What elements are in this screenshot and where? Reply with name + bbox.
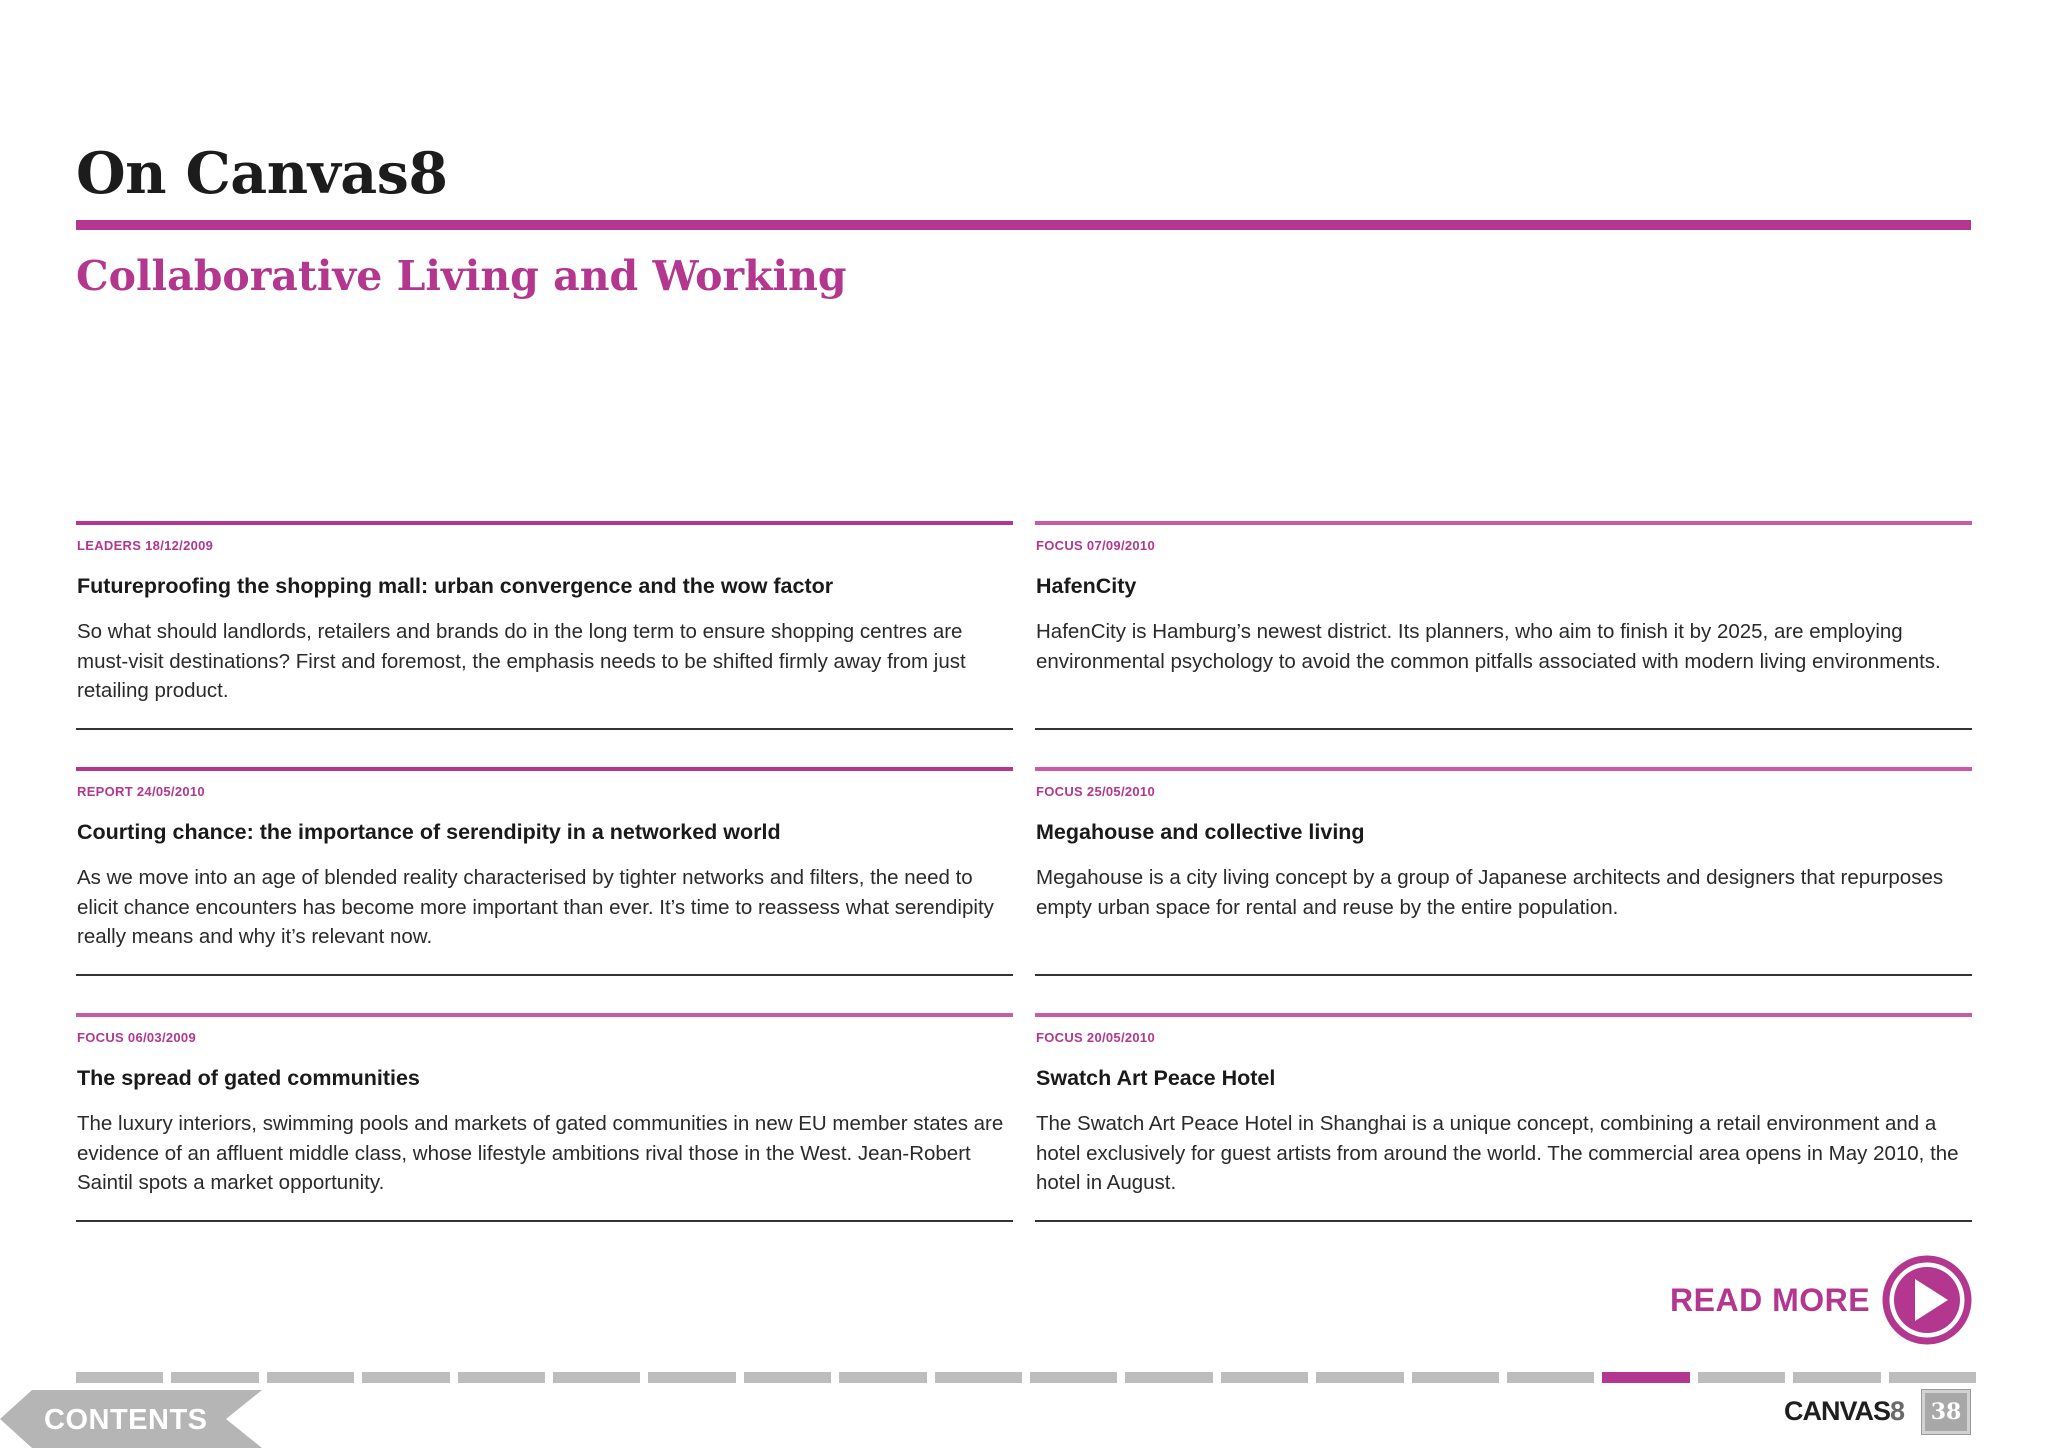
progress-segment[interactable]	[76, 1372, 163, 1383]
article-top-rule	[1035, 521, 1972, 525]
article-top-rule	[76, 1013, 1013, 1017]
article-bottom-rule	[1035, 1220, 1972, 1222]
progress-segment[interactable]	[1507, 1372, 1594, 1383]
section-subtitle: Collaborative Living and Working	[76, 252, 847, 300]
article-summary: HafenCity is Hamburg’s newest district. Its planners, who aim to finish it by 2025, are employing environmental psychology to avoid the common pitfalls associated with modern living environments.	[1036, 620, 1941, 673]
article-tag: REPORT 24/05/2010	[77, 784, 205, 799]
read-more-button[interactable]	[1660, 1255, 1972, 1347]
article-headline[interactable]: HafenCity	[1036, 574, 1137, 598]
progress-segment[interactable]	[553, 1372, 640, 1383]
article-summary: Megahouse is a city living concept by a group of Japanese architects and designers that repurposes empty urban space for rental and reuse by the entire population.	[1036, 866, 1944, 919]
article-card[interactable]	[76, 521, 1013, 729]
progress-segment[interactable]	[1889, 1372, 1976, 1383]
article-tag: FOCUS 06/03/2009	[77, 1030, 196, 1045]
page-progress-bar	[76, 1372, 1976, 1383]
progress-segment[interactable]	[1793, 1372, 1880, 1383]
article-headline[interactable]: Swatch Art Peace Hotel	[1036, 1066, 1276, 1090]
progress-segment[interactable]	[1030, 1372, 1117, 1383]
article-tag: FOCUS 25/05/2010	[1036, 784, 1155, 799]
article-summary: The Swatch Art Peace Hotel in Shanghai is a unique concept, combining a retail environment and a hotel exclusively for guest artists from around the world. The commercial area opens in May 2010, the hotel in August.	[1036, 1112, 1959, 1194]
article-bottom-rule	[1035, 728, 1972, 730]
article-headline[interactable]: Megahouse and collective living	[1036, 820, 1365, 844]
progress-segment[interactable]	[1412, 1372, 1499, 1383]
brand-suffix: 8	[1890, 1396, 1905, 1426]
brand-main: CANVAS	[1784, 1396, 1891, 1426]
article-tag: FOCUS 07/09/2010	[1036, 538, 1155, 553]
article-top-rule	[1035, 767, 1972, 771]
progress-segment[interactable]	[171, 1372, 258, 1383]
article-bottom-rule	[76, 974, 1013, 976]
article-card[interactable]	[1035, 521, 1972, 729]
article-top-rule	[1035, 1013, 1972, 1017]
progress-segment[interactable]	[1125, 1372, 1212, 1383]
article-summary: The luxury interiors, swimming pools and markets of gated communities in new EU member states are evidence of an affluent middle class, whose lifestyle ambitions rival those in the West. Jean-Robert Saintil spots a market opportunity.	[77, 1112, 1004, 1194]
read-more-label: READ MORE	[1670, 1282, 1871, 1318]
progress-segment[interactable]	[648, 1372, 735, 1383]
article-bottom-rule	[76, 1220, 1013, 1222]
progress-segment[interactable]	[1221, 1372, 1308, 1383]
article-top-rule	[76, 521, 1013, 525]
title-divider	[76, 220, 1971, 230]
progress-segment[interactable]	[1316, 1372, 1403, 1383]
article-top-rule	[76, 767, 1013, 771]
article-card[interactable]	[76, 1013, 1013, 1221]
article-tag: LEADERS 18/12/2009	[77, 538, 214, 553]
page-number: 38	[1922, 1390, 1970, 1434]
progress-segment[interactable]	[839, 1372, 926, 1383]
article-card[interactable]	[1035, 767, 1972, 975]
article-tag: FOCUS 20/05/2010	[1036, 1030, 1155, 1045]
article-bottom-rule	[76, 728, 1013, 730]
article-summary: As we move into an age of blended reality characterised by tighter networks and filters, the need to elicit chance encounters has become more important than ever. It’s time to reassess what serendipity really means and why it’s relevant now.	[77, 866, 994, 948]
article-card[interactable]	[1035, 1013, 1972, 1221]
progress-segment[interactable]	[1602, 1372, 1689, 1383]
brand-logo	[1784, 1396, 1904, 1427]
article-headline[interactable]: Futureproofing the shopping mall: urban convergence and the wow factor	[77, 574, 834, 598]
progress-segment[interactable]	[744, 1372, 831, 1383]
contents-label: CONTENTS	[44, 1404, 208, 1436]
progress-segment[interactable]	[267, 1372, 354, 1383]
article-headline[interactable]: The spread of gated communities	[77, 1066, 420, 1090]
page-title: On Canvas8	[76, 140, 448, 207]
play-circle-icon[interactable]	[1882, 1255, 1972, 1345]
article-headline[interactable]: Courting chance: the importance of serendipity in a networked world	[77, 820, 781, 844]
article-summary: So what should landlords, retailers and brands do in the long term to ensure shopping centres are must-visit destinations? First and foremost, the emphasis needs to be shifted firmly away from just retailing product.	[77, 620, 966, 702]
contents-button[interactable]	[0, 1390, 262, 1448]
progress-segment[interactable]	[458, 1372, 545, 1383]
article-card[interactable]	[76, 767, 1013, 975]
progress-segment[interactable]	[935, 1372, 1022, 1383]
article-bottom-rule	[1035, 974, 1972, 976]
progress-segment[interactable]	[362, 1372, 449, 1383]
progress-segment[interactable]	[1698, 1372, 1785, 1383]
